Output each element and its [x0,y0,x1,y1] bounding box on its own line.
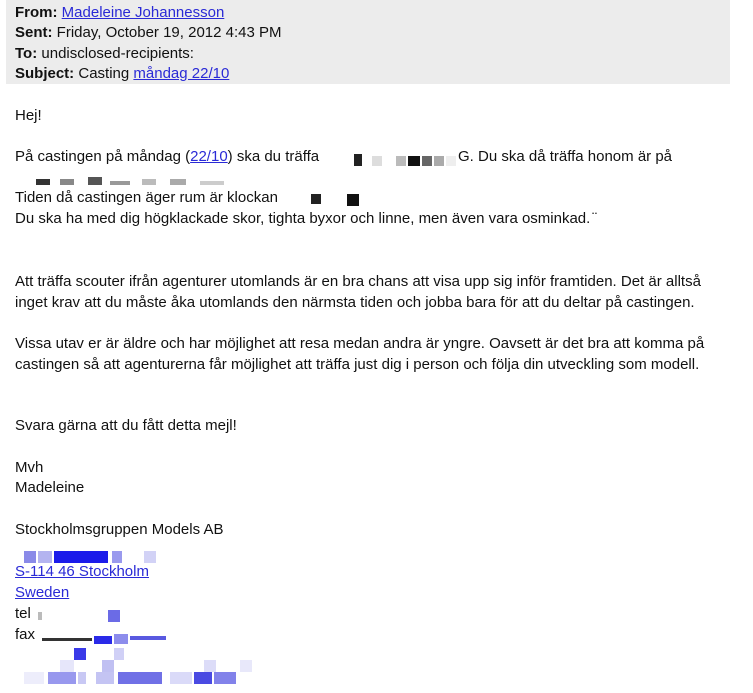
redaction-fax [36,628,176,644]
sender-name: Madeleine [15,479,85,496]
to-row [15,44,194,64]
subject-text: Casting [78,65,130,82]
sent-row [15,23,282,43]
to-label: To: [15,45,38,62]
city-link[interactable]: S-114 46 Stockholm [15,563,149,580]
country-row [15,583,69,603]
greeting: Hej! [15,107,42,124]
subject-label: Subject: [15,65,75,82]
redaction-pixels-6 [36,628,176,644]
signoff: Mvh [15,459,44,476]
line1-before: På castingen på måndag ( [15,148,191,165]
body-paragraph-1: Att träffa scouter ifrån agenturer utomlands är en bra chans att visa upp sig inför framtiden. Det är alltså inget krav att du måste åka utomlands den närmsta tiden och jobba bara för att du deltar på castingen. [15,273,701,311]
subject-date-link[interactable]: måndag 22/10 [133,65,230,82]
body-line-1 [15,147,319,167]
country-link[interactable]: Sweden [15,584,70,601]
redaction-pixels-7 [18,646,258,688]
fax-label: fax [15,626,36,643]
redaction-name [354,152,458,166]
redaction-address [30,169,240,185]
redaction-tel [36,610,126,624]
body-line-3: Du ska ha med dig högklackade skor, tighta byxor och linne, men även vara osminkad. ̈ [15,210,595,227]
company-name: Stockholmsgruppen Models AB [15,521,224,538]
city-row [15,562,149,582]
redaction-time [309,192,361,206]
reply-request: Svara gärna att du fått detta mejl! [15,417,237,434]
date-link[interactable]: 22/10 [190,148,228,165]
line1-end: G. Du ska då träffa honom är på [458,148,673,165]
redaction-pixels-3 [309,192,361,206]
redaction-email [18,646,258,688]
redaction-pixels-2 [30,169,240,185]
body-paragraph-2: Vissa utav er är äldre och har möjlighet att resa medan andra är yngre. Oavsett är det bra att komma på castingen så att agenturerna får möjlighet att träffa just dig i person och följa din utveckling som modell. [15,335,705,373]
sender-link[interactable]: Madeleine Johannesson [61,4,225,21]
redaction-street [16,549,161,563]
subject-row [15,64,229,84]
sent-value: Friday, October 19, 2012 4:43 PM [56,24,282,41]
line1-after: ) ska du träffa [227,148,320,165]
sent-label: Sent: [15,24,53,41]
from-label: From: [15,4,58,21]
from-row [15,3,224,23]
tel-label: tel [15,605,31,622]
to-value: undisclosed-recipients: [41,45,194,62]
redaction-pixels [354,152,458,166]
body-line-2: Tiden då castingen äger rum är klockan [15,189,278,206]
redaction-pixels-5 [36,610,126,624]
redaction-pixels-4 [16,549,161,563]
